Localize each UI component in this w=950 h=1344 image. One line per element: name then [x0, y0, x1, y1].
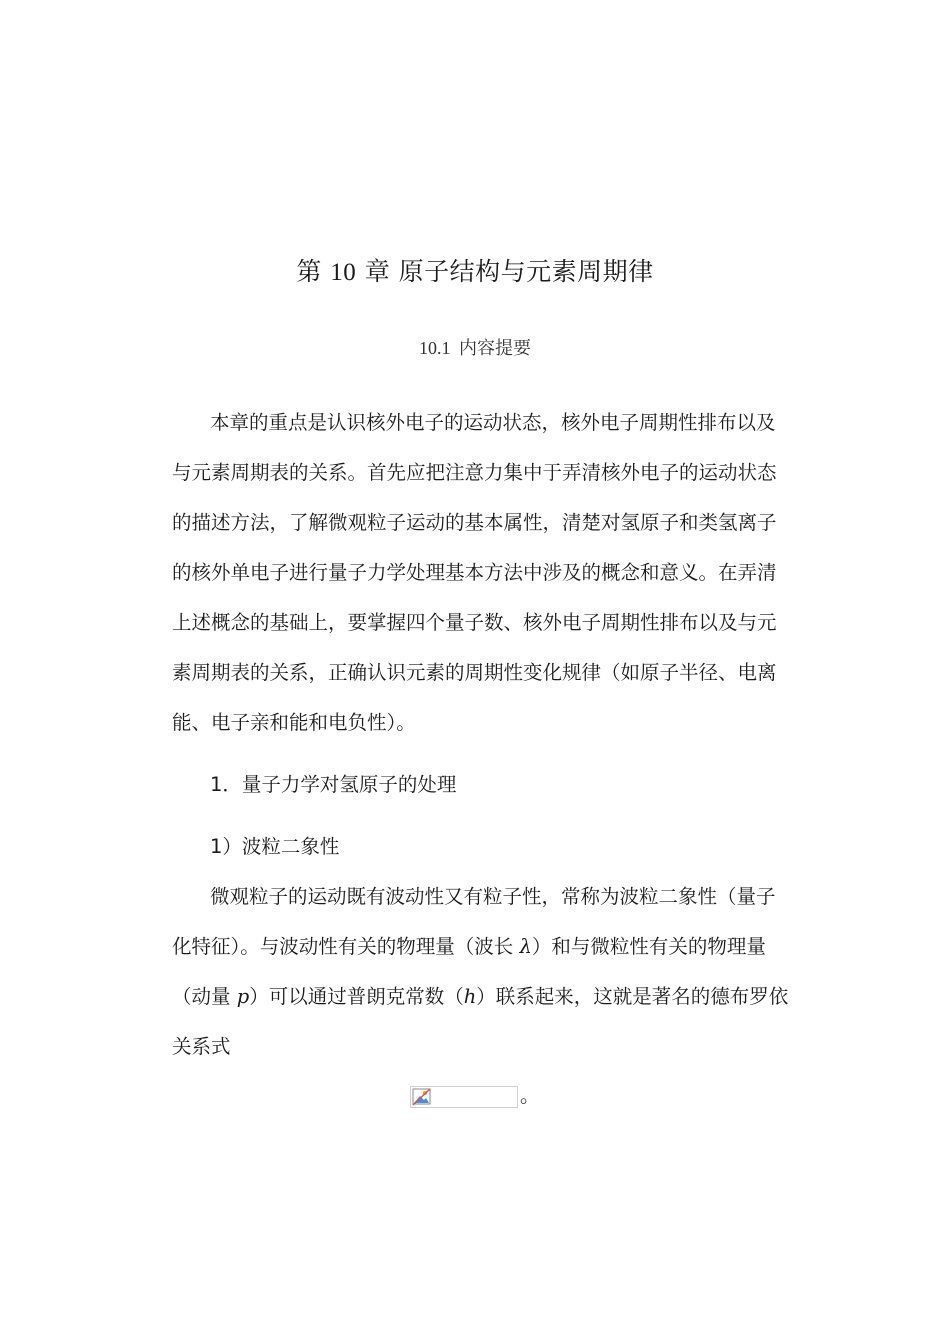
para2-line-1: 微观粒子的运动既有波动性又有粒子性，常称为波粒二象性（量子: [210, 885, 776, 908]
intro-line-4: 的核外单电子进行量子力学处理基本方法中涉及的概念和意义。在弄清: [172, 561, 777, 584]
chapter-number: 10: [330, 259, 357, 286]
planck-symbol: h: [463, 985, 477, 1008]
para2-line-4: 关系式: [172, 1035, 231, 1058]
lambda-symbol: λ: [519, 935, 532, 958]
para2-line-3: [172, 982, 788, 1012]
intro-line-2: 与元素周期表的关系。首先应把注意力集中于弄清核外电子的运动状态: [172, 461, 777, 484]
para2-line-3-end: ）联系起来，这就是著名的德布罗依: [476, 985, 789, 1008]
intro-line-5: 上述概念的基础上，要掌握四个量子数、核外电子周期性排布以及与元: [172, 611, 777, 634]
para2-line-2-end: ）和与微粒性有关的物理量: [531, 935, 766, 958]
formula-image-placeholder: [410, 1086, 518, 1108]
intro-line-7: 能、电子亲和能和电负性）。: [172, 711, 416, 734]
formula-period: 。: [520, 1084, 540, 1107]
section-title: [0, 334, 950, 362]
intro-line-3: 的描述方法，了解微观粒子运动的基本属性，清楚对氢原子和类氢离子: [172, 511, 777, 534]
para2-line-3-start: （动量: [172, 985, 237, 1008]
chapter-title-text: 章 原子结构与元素周期律: [364, 257, 654, 286]
para2-line-2-start: 化特征）。与波动性有关的物理量（波长: [172, 935, 520, 958]
intro-line-1: 本章的重点是认识核外电子的运动状态，核外电子周期性排布以及: [210, 411, 776, 434]
section-number: 10.1: [419, 338, 451, 358]
heading-quantum-mechanics: 1．量子力学对氢原子的处理: [210, 773, 457, 796]
intro-line-6: 素周期表的关系，正确认识元素的周期性变化规律（如原子半径、电离: [172, 661, 777, 684]
chapter-title: [0, 254, 950, 291]
chapter-title-prefix: 第: [296, 257, 322, 286]
para2-line-2: [172, 932, 766, 962]
heading-wave-particle: 1）波粒二象性: [210, 835, 340, 858]
para2-line-3-middle: ）可以通过普朗克常数（: [249, 985, 464, 1008]
section-heading: 内容提要: [459, 338, 531, 358]
momentum-symbol: p: [236, 985, 250, 1008]
de-broglie-formula: [410, 1082, 540, 1108]
broken-image-icon: [412, 1088, 432, 1106]
